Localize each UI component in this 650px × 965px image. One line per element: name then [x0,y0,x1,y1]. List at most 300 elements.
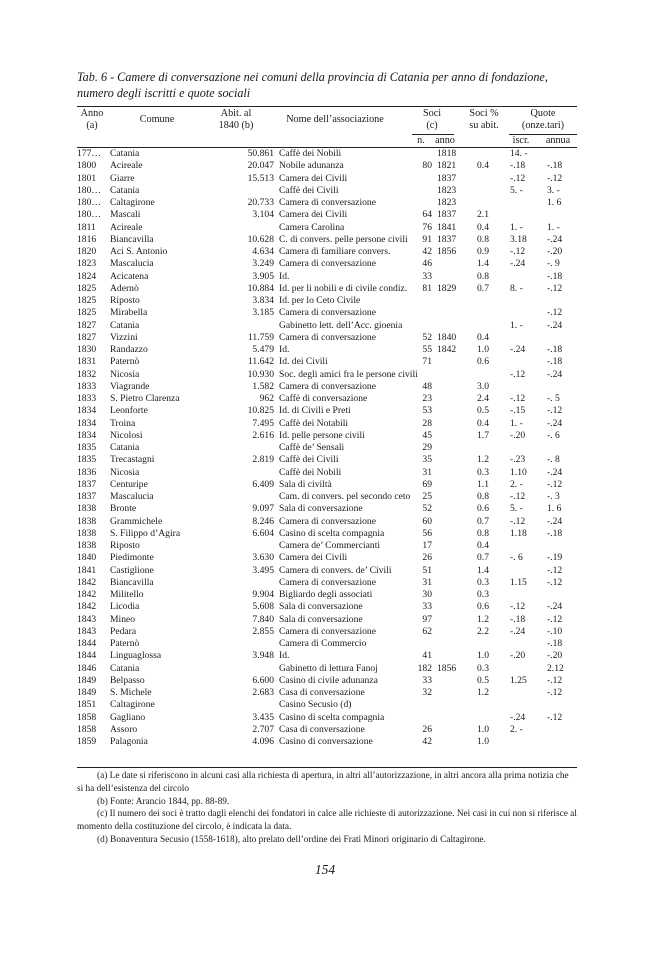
cell-iscr: 5. - [510,503,523,515]
table-row [77,332,577,344]
cell-annof: 1837 [437,209,457,221]
cell-n: 29 [422,442,432,453]
cell-abit: 3.435 [252,711,274,723]
cell-nome: Camera de’ Commercianti [279,540,381,551]
cell-abit: 7.840 [252,613,274,625]
cell-perc: 1.2 [477,454,489,466]
cell-perc: 0.4 [477,417,489,429]
cell-perc: 0.9 [477,246,489,257]
cell-comune: Paternò [110,356,140,368]
table-row [77,369,577,381]
cell-iscr: -.12 [510,368,526,380]
cell-n: 69 [422,478,432,490]
cell-iscr: -.12 [510,393,526,404]
cell-annua: 1. 6 [547,503,562,515]
cell-annua: -. 9 [547,258,560,270]
cell-n: 35 [422,454,432,466]
cell-nome: Camera di conversazione [279,576,376,588]
cell-n: 28 [422,417,432,429]
cell-annof: 1837 [437,172,457,184]
cell-annua: -.12 [547,674,563,686]
cell-perc: 0.6 [477,601,489,613]
cell-nome: Id. di Civili e Preti [279,405,351,417]
cell-abit: 50.861 [247,148,274,159]
cell-nome: Caffè de’ Sensali [279,442,345,453]
table-row [77,209,577,221]
cell-anno: 1838 [77,503,97,515]
cell-anno: 1837 [77,491,97,502]
cell-abit: 15.513 [247,172,274,184]
header-soci: Soci (c) [422,108,442,131]
cell-n: 80 [422,160,432,172]
footnote-c: (c) Il numero dei soci è tratto dagli elenchi dei fondatori in calce alle richieste di autorizzazione. Nei casi in cui non si riferisce al momento della costituzione del circolo, è indicata la data. [77,809,577,833]
cell-n: 17 [422,540,432,551]
cell-comune: Caltagirone [110,197,155,208]
cell-nome: Id. [279,650,290,662]
cell-anno: 1825 [77,282,97,294]
cell-nome: Camera di conversazione [279,258,376,270]
cell-anno: 1849 [77,687,97,698]
cell-perc: 1.0 [477,344,489,355]
cell-n: 33 [422,270,432,282]
cell-anno: 1849 [77,674,97,686]
cell-nome: Caffè di conversazione [279,393,368,404]
footnote-a: (a) Le date si riferiscono in alcuni casi alla richiesta di apertura, in altri all’autorizzazione, in altri ancora alla prima notizia che si ha dell’esistenza del circolo [77,771,569,794]
cell-comune: Mascali [110,209,141,221]
table-row [77,552,577,564]
cell-abit: 11.759 [247,331,274,343]
cell-n: 23 [422,393,432,404]
cell-annua: -.12 [547,687,563,698]
cell-annua: 2.12 [547,662,564,674]
cell-annua: -.24 [547,515,563,527]
cell-perc: 0.6 [477,503,489,515]
header-anno: Anno (a) [80,108,104,131]
cell-abit: 3.948 [252,650,274,662]
table-body [77,148,577,748]
cell-anno: 1823 [77,258,97,270]
cell-annua: -.18 [547,160,563,172]
cell-n: 26 [422,723,432,735]
cell-iscr: -.24 [510,711,526,723]
cell-anno: 1846 [77,662,97,674]
cell-perc: 2.1 [477,209,489,221]
cell-n: 26 [422,552,432,564]
cell-perc: 1.2 [477,613,489,625]
top-rule [77,106,577,107]
cell-nome: Camera di conversazione [279,515,376,527]
cell-comune: Acireale [110,160,143,172]
cell-anno: 1842 [77,601,97,613]
cell-perc: 2.2 [477,625,489,637]
cell-nome: Casa di conversazione [279,723,365,735]
cell-anno: 1843 [77,625,97,637]
cell-nome: Soc. degli amici fra le persone civili [279,368,418,380]
cell-comune: Vizzini [110,331,138,343]
cell-nome: Caffè dei Civili [279,454,339,466]
table-row [77,516,577,528]
cell-anno: 1835 [77,442,97,453]
cell-anno: 1830 [77,344,97,355]
cell-anno: 1832 [77,368,97,380]
cell-perc: 0.8 [477,270,489,282]
cell-iscr: -. 6 [510,552,523,564]
cell-abit: 2.855 [252,625,274,637]
cell-nome: Caffè dei Civili [279,184,339,196]
cell-n: 52 [422,503,432,515]
cell-annof: 1856 [437,246,457,257]
cell-comune: Acicatena [110,270,149,282]
cell-n: 32 [422,687,432,698]
cell-perc: 1.1 [477,478,489,490]
cell-annua: -.12 [547,172,563,184]
cell-perc: 1.4 [477,564,489,576]
cell-annua: -.24 [547,417,563,429]
cell-comune: Catania [110,184,140,196]
cell-perc: 0.7 [477,282,489,294]
cell-annof: 1837 [437,233,457,245]
table-row [77,283,577,295]
cell-abit: 3.905 [252,270,274,282]
cell-abit: 4.096 [252,736,274,747]
cell-annua: -.12 [547,711,563,723]
cell-annof: 1823 [437,184,457,196]
cell-annua: -.12 [547,405,563,417]
cell-annua: -.18 [547,270,563,282]
cell-iscr: -.24 [510,625,526,637]
cell-n: 97 [422,613,432,625]
table-row [77,577,577,589]
table-row [77,295,577,307]
cell-annua: -. 8 [547,454,560,466]
cell-annua: -.12 [547,576,563,588]
table-row [77,222,577,234]
table-row [77,405,577,417]
cell-comune: Centuripe [110,478,148,490]
cell-iscr: -.20 [510,650,526,662]
cell-iscr: 1.15 [510,576,527,588]
cell-comune: Licodia [110,601,140,613]
cell-n: 60 [422,515,432,527]
cell-nome: Caffè dei Notabili [279,417,349,429]
cell-comune: Palagonia [110,736,148,747]
cell-perc: 2.4 [477,393,489,404]
cell-annua: -. 6 [547,429,560,441]
table-row [77,344,577,356]
cell-comune: Leonforte [110,405,148,417]
cell-comune: Troina [110,417,136,429]
cell-anno: 1833 [77,380,97,392]
cell-perc: 0.5 [477,674,489,686]
cell-comune: Belpasso [110,674,145,686]
cell-annua: -.20 [547,246,563,257]
table-row [77,626,577,638]
table-row [77,467,577,479]
cell-annua: -.24 [547,368,563,380]
cell-n: 64 [422,209,432,221]
cell-perc: 0.3 [477,466,489,478]
cell-n: 33 [422,674,432,686]
cell-perc: 0.3 [477,589,489,600]
cell-abit: 3.104 [252,209,274,221]
footnote-d: (d) Bonaventura Secusio (1558-1618), alto prelato dell’ordine dei Frati Minori originario di Caltagirone. [97,834,486,845]
cell-anno: 1820 [77,246,97,257]
cell-comune: Piedimonte [110,552,154,564]
cell-iscr: -.23 [510,454,526,466]
cell-anno: 1831 [77,356,97,368]
table-row [77,234,577,246]
cell-iscr: 1.10 [510,466,527,478]
cell-n: 42 [422,736,432,747]
cell-nome: Camera Carolina [279,221,345,233]
cell-anno: 1834 [77,417,97,429]
cell-anno: 1838 [77,515,97,527]
cell-iscr: -.12 [510,601,526,613]
cell-abit: 5.608 [252,601,274,613]
header-comune: Comune [139,114,175,125]
cell-nome: Id. per li nobili e di civile condiz. [279,282,408,294]
cell-iscr: 1.25 [510,674,527,686]
footnote-b: (b) Fonte: Arancio 1844, pp. 88-89. [97,796,230,807]
table-row [77,418,577,430]
cell-nome: Casino Secusio (d) [279,699,352,711]
cell-n: 81 [422,282,432,294]
table-row [77,320,577,332]
cell-nome: Camera di conversazione [279,380,376,392]
cell-comune: Catania [110,319,140,331]
cell-comune: Militello [110,589,144,600]
cell-perc: 0.6 [477,356,489,368]
cell-annua: -.12 [547,613,563,625]
table-row [77,246,577,258]
cell-comune: Bronte [110,503,137,515]
cell-nome: Camera di conversazione [279,331,376,343]
table-row [77,663,577,675]
cell-comune: Aci S. Antonio [110,246,168,257]
table-row [77,356,577,368]
cell-abit: 962 [259,393,274,404]
cell-iscr: -.24 [510,344,526,355]
table-row [77,454,577,466]
cell-comune: Mineo [110,613,136,625]
cell-perc: 0.3 [477,662,489,674]
table-row [77,197,577,209]
cell-annua: -.12 [547,478,563,490]
cell-abit: 8.246 [252,515,274,527]
subheader-annua: annua [545,135,571,146]
cell-nome: Camera di Commercio [279,638,367,649]
cell-perc: 0.4 [477,160,489,172]
cell-iscr: 1. - [510,319,523,331]
cell-nome: Gabinetto di lettura Fanoj [279,662,378,674]
cell-abit: 20.047 [247,160,274,172]
subheader-anno: anno [435,135,455,146]
cell-perc: 0.8 [477,233,489,245]
cell-comune: Nicolosi [110,429,143,441]
cell-anno: 1835 [77,454,97,466]
cell-perc: 3.0 [477,380,489,392]
cell-n: 41 [422,650,432,662]
cell-nome: Id. per lo Ceto Civile [279,295,361,306]
cell-nome: Cam. di convers. pel secondo ceto [279,491,411,502]
table-row [77,675,577,687]
cell-comune: Riposto [110,295,140,306]
cell-abit: 3.185 [252,307,274,319]
cell-nome: Camera dei Civili [279,209,348,221]
cell-n: 31 [422,466,432,478]
cell-nome: Casino di conversazione [279,736,373,747]
cell-perc: 0.4 [477,540,489,551]
cell-anno: 180… [77,184,101,196]
cell-comune: Linguaglossa [110,650,162,662]
table-row [77,614,577,626]
table-row [77,528,577,540]
cell-nome: C. di convers. pelle persone civili [279,233,408,245]
cell-annof: 1840 [437,331,457,343]
cell-nome: Camera dei Civili [279,172,348,184]
cell-nome: Camera di familiare convers. [279,246,391,257]
cell-abit: 9.904 [252,589,274,600]
cell-anno: 1838 [77,540,97,551]
cell-n: 182 [417,662,432,674]
cell-anno: 1834 [77,405,97,417]
cell-comune: Castiglione [110,564,154,576]
cell-n: 30 [422,589,432,600]
cell-iscr: -.18 [510,160,526,172]
cell-n: 25 [422,491,432,502]
cell-annua: -.12 [547,564,563,576]
cell-abit: 1.582 [252,380,274,392]
cell-n: 42 [422,246,432,257]
cell-annua: 3. - [547,184,560,196]
cell-iscr: -.15 [510,405,526,417]
cell-annua: 1. - [547,221,560,233]
cell-anno: 1811 [77,221,96,233]
header-soci-percent: Soci % su abit. [469,108,499,131]
cell-nome: Bigliardo degli associati [279,589,373,600]
header-abitanti: Abit. al 1840 (b) [218,108,254,131]
cell-anno: 1851 [77,699,97,711]
cell-anno: 1842 [77,589,97,600]
page-number: 154 [314,862,336,877]
subheader-iscr: iscr. [512,135,530,146]
table-row [77,148,577,160]
cell-anno: 1844 [77,638,97,649]
cell-perc: 0.8 [477,527,489,539]
cell-abit: 10.825 [247,405,274,417]
cell-perc: 0.4 [477,331,489,343]
cell-anno: 1858 [77,723,97,735]
cell-iscr: 2. - [510,478,523,490]
cell-annua: -.20 [547,650,563,662]
cell-comune: Nicosia [110,466,140,478]
cell-iscr: -.12 [510,491,526,502]
cell-anno: 1801 [77,172,97,184]
cell-perc: 0.5 [477,405,489,417]
cell-n: 46 [422,258,432,270]
cell-nome: Caffè dei Nobili [279,466,342,478]
cell-nome: Sala di civiltà [279,478,332,490]
cell-anno: 1841 [77,564,97,576]
cell-annua: 1. 6 [547,197,562,208]
cell-anno: 177… [77,148,101,159]
cell-iscr: 1.18 [510,527,527,539]
cell-nome: Casino di scelta compagnia [279,711,385,723]
cell-nome: Casa di conversazione [279,687,365,698]
cell-iscr: -.12 [510,515,526,527]
cell-comune: Mirabella [110,307,148,319]
cell-nome: Camera di conversazione [279,307,376,319]
cell-abit: 3.630 [252,552,274,564]
cell-n: 51 [422,564,432,576]
cell-anno: 1858 [77,711,97,723]
cell-annof: 1842 [437,344,457,355]
cell-perc: 0.7 [477,552,489,564]
cell-annua: -.18 [547,344,563,355]
cell-comune: Pedara [110,625,137,637]
cell-abit: 3.249 [252,258,274,270]
table-row [77,724,577,736]
table-row [77,589,577,601]
table-row [77,699,577,711]
cell-anno: 1844 [77,650,97,662]
cell-perc: 1.0 [477,650,489,662]
cell-anno: 180… [77,209,101,221]
table-row [77,712,577,724]
cell-perc: 1.0 [477,736,489,747]
cell-iscr: 14. - [510,148,528,159]
cell-perc: 0.3 [477,576,489,588]
cell-nome: Id. [279,270,290,282]
cell-comune: S. Michele [110,687,152,698]
cell-nome: Sala di conversazione [279,503,363,515]
table-row [77,736,577,748]
cell-nome: Camera di conversazione [279,625,376,637]
cell-nome: Camera di convers. de’ Civili [279,564,392,576]
cell-annof: 1829 [437,282,457,294]
cell-perc: 1.0 [477,723,489,735]
cell-anno: 1816 [77,233,97,245]
cell-perc: 0.8 [477,491,489,502]
table-row [77,601,577,613]
cell-anno: 1842 [77,576,97,588]
cell-n: 45 [422,429,432,441]
cell-n: 31 [422,576,432,588]
cell-iscr: 8. - [510,282,523,294]
cell-annua: -.19 [547,552,563,564]
cell-n: 53 [422,405,432,417]
cell-perc: 1.7 [477,429,489,441]
cell-abit: 3.495 [252,564,274,576]
cell-annua: -. 3 [547,491,560,502]
cell-anno: 1834 [77,429,97,441]
header-quote: Quote (onze.tarì) [521,108,565,131]
cell-perc: 0.7 [477,515,489,527]
cell-nome: Id. [279,344,290,355]
cell-iscr: 5. - [510,184,523,196]
cell-abit: 6.409 [252,478,274,490]
cell-anno: 1800 [77,160,97,172]
cell-annof: 1841 [437,221,457,233]
table-row [77,185,577,197]
cell-comune: Viagrande [110,380,150,392]
cell-comune: Adernò [110,282,139,294]
cell-comune: Giarre [110,172,135,184]
table-row [77,307,577,319]
cell-n: 55 [422,344,432,355]
cell-perc: 1.2 [477,687,489,698]
table-row [77,650,577,662]
